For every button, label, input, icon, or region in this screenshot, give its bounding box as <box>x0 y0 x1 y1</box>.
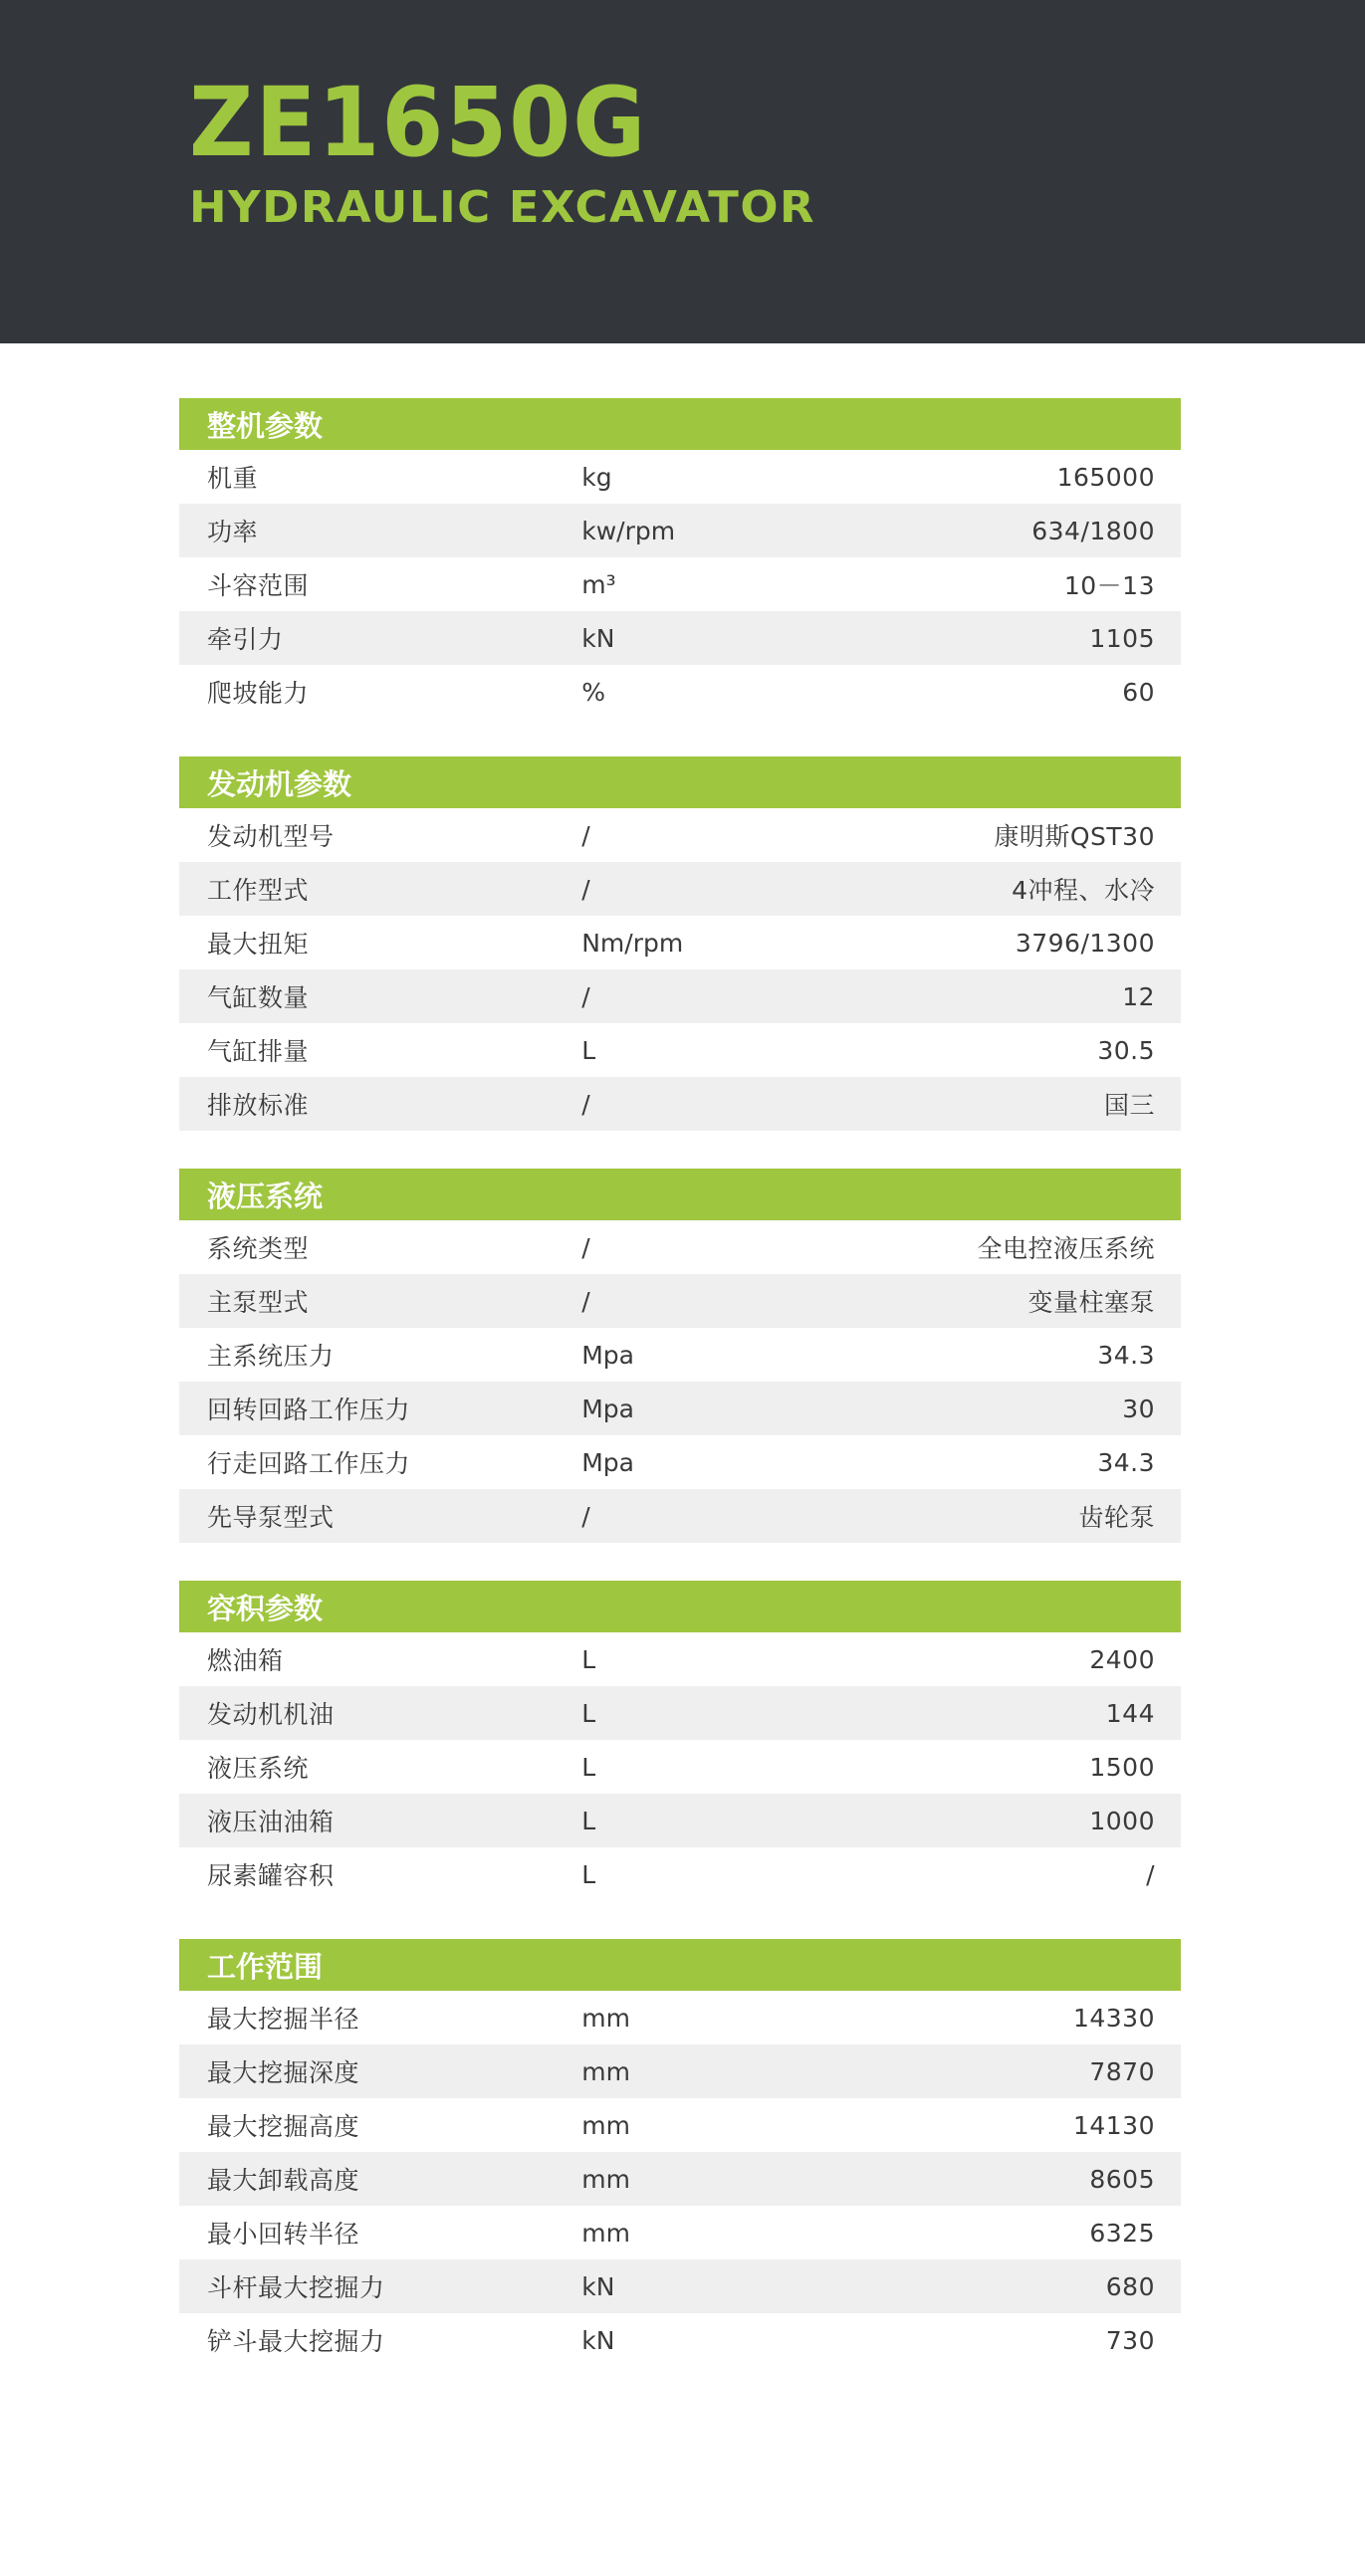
spec-name: 最大挖掘高度 <box>179 2098 577 2152</box>
table-row <box>179 1077 1181 1131</box>
spec-unit: Nm/rpm <box>577 916 882 969</box>
spec-value: 14130 <box>882 2098 1181 2152</box>
spec-name: 燃油箱 <box>179 1632 577 1686</box>
spec-value: 634/1800 <box>882 504 1181 557</box>
section-title: 工作范围 <box>179 1939 1181 1991</box>
spec-name: 主泵型式 <box>179 1274 577 1328</box>
spec-value: 6325 <box>882 2206 1181 2259</box>
spec-section <box>179 1169 1181 1543</box>
table-row <box>179 1991 1181 2044</box>
spec-section <box>179 756 1181 1131</box>
table-row <box>179 1847 1181 1901</box>
section-title: 液压系统 <box>179 1169 1181 1220</box>
spec-table <box>179 808 1181 1131</box>
table-row <box>179 557 1181 611</box>
table-row <box>179 2206 1181 2259</box>
spec-value: 12 <box>882 969 1181 1023</box>
spec-unit: m³ <box>577 557 882 611</box>
spec-name: 系统类型 <box>179 1220 577 1274</box>
spec-section <box>179 1581 1181 1901</box>
page-title: ZE1650G <box>189 67 648 178</box>
spec-value: 14330 <box>882 1991 1181 2044</box>
table-row <box>179 2044 1181 2098</box>
table-row <box>179 2313 1181 2367</box>
spec-unit: mm <box>577 2152 882 2206</box>
spec-unit: / <box>577 1489 882 1543</box>
spec-value: 60 <box>882 665 1181 719</box>
spec-unit: / <box>577 1220 882 1274</box>
spec-value: 3796/1300 <box>882 916 1181 969</box>
table-row <box>179 450 1181 504</box>
spec-unit: mm <box>577 1991 882 2044</box>
spec-unit: kN <box>577 611 882 665</box>
spec-value: 34.3 <box>882 1328 1181 1382</box>
spec-name: 最大挖掘半径 <box>179 1991 577 2044</box>
spec-table <box>179 450 1181 719</box>
table-row <box>179 862 1181 916</box>
spec-unit: Mpa <box>577 1435 882 1489</box>
spec-name: 最大卸载高度 <box>179 2152 577 2206</box>
table-row <box>179 2152 1181 2206</box>
spec-value: 7870 <box>882 2044 1181 2098</box>
spec-table <box>179 1220 1181 1543</box>
spec-unit: kN <box>577 2259 882 2313</box>
spec-name: 先导泵型式 <box>179 1489 577 1543</box>
spec-name: 最小回转半径 <box>179 2206 577 2259</box>
spec-table <box>179 1632 1181 1901</box>
spec-value: 8605 <box>882 2152 1181 2206</box>
spec-name: 气缸排量 <box>179 1023 577 1077</box>
table-row <box>179 1740 1181 1794</box>
spec-name: 功率 <box>179 504 577 557</box>
table-row <box>179 1328 1181 1382</box>
spec-unit: mm <box>577 2206 882 2259</box>
spec-unit: L <box>577 1740 882 1794</box>
spec-name: 最大扭矩 <box>179 916 577 969</box>
section-title: 发动机参数 <box>179 756 1181 808</box>
spec-value: 康明斯QST30 <box>882 808 1181 862</box>
table-row <box>179 916 1181 969</box>
spec-unit: kw/rpm <box>577 504 882 557</box>
page-header <box>0 0 1365 343</box>
spec-value: 1105 <box>882 611 1181 665</box>
table-row <box>179 808 1181 862</box>
table-row <box>179 504 1181 557</box>
spec-name: 最大挖掘深度 <box>179 2044 577 2098</box>
table-row <box>179 1686 1181 1740</box>
section-title: 容积参数 <box>179 1581 1181 1632</box>
spec-name: 液压油油箱 <box>179 1794 577 1847</box>
table-row <box>179 1220 1181 1274</box>
spec-unit: / <box>577 808 882 862</box>
spec-value: 国三 <box>882 1077 1181 1131</box>
spec-name: 斗杆最大挖掘力 <box>179 2259 577 2313</box>
table-row <box>179 2259 1181 2313</box>
table-row <box>179 611 1181 665</box>
table-row <box>179 1794 1181 1847</box>
spec-name: 发动机机油 <box>179 1686 577 1740</box>
spec-sections <box>0 343 1365 2427</box>
table-row <box>179 1632 1181 1686</box>
spec-name: 液压系统 <box>179 1740 577 1794</box>
spec-name: 工作型式 <box>179 862 577 916</box>
table-row <box>179 1274 1181 1328</box>
spec-unit: L <box>577 1847 882 1901</box>
spec-unit: / <box>577 1274 882 1328</box>
spec-value: 1000 <box>882 1794 1181 1847</box>
table-row <box>179 1023 1181 1077</box>
spec-unit: mm <box>577 2098 882 2152</box>
spec-unit: mm <box>577 2044 882 2098</box>
spec-name: 机重 <box>179 450 577 504</box>
table-row <box>179 1435 1181 1489</box>
spec-section <box>179 398 1181 719</box>
spec-value: 1500 <box>882 1740 1181 1794</box>
spec-value: 144 <box>882 1686 1181 1740</box>
spec-unit: L <box>577 1794 882 1847</box>
spec-unit: kg <box>577 450 882 504</box>
page-subtitle: HYDRAULIC EXCAVATOR <box>189 182 816 234</box>
spec-name: 行走回路工作压力 <box>179 1435 577 1489</box>
spec-unit: / <box>577 969 882 1023</box>
spec-name: 排放标准 <box>179 1077 577 1131</box>
spec-unit: L <box>577 1632 882 1686</box>
spec-name: 爬坡能力 <box>179 665 577 719</box>
table-row <box>179 1382 1181 1435</box>
spec-name: 斗容范围 <box>179 557 577 611</box>
table-row <box>179 1489 1181 1543</box>
spec-value: 全电控液压系统 <box>882 1220 1181 1274</box>
spec-name: 铲斗最大挖掘力 <box>179 2313 577 2367</box>
spec-name: 气缸数量 <box>179 969 577 1023</box>
spec-value: 2400 <box>882 1632 1181 1686</box>
spec-value: 30 <box>882 1382 1181 1435</box>
spec-unit: % <box>577 665 882 719</box>
spec-unit: Mpa <box>577 1328 882 1382</box>
table-row <box>179 969 1181 1023</box>
spec-value: 4冲程、水冷 <box>882 862 1181 916</box>
spec-name: 发动机型号 <box>179 808 577 862</box>
spec-value: 10－13 <box>882 557 1181 611</box>
spec-value: 165000 <box>882 450 1181 504</box>
section-title: 整机参数 <box>179 398 1181 450</box>
spec-table <box>179 1991 1181 2367</box>
spec-value: 齿轮泵 <box>882 1489 1181 1543</box>
spec-name: 回转回路工作压力 <box>179 1382 577 1435</box>
spec-value: 730 <box>882 2313 1181 2367</box>
spec-name: 牵引力 <box>179 611 577 665</box>
spec-unit: Mpa <box>577 1382 882 1435</box>
spec-name: 主系统压力 <box>179 1328 577 1382</box>
spec-section <box>179 1939 1181 2367</box>
spec-unit: L <box>577 1023 882 1077</box>
table-row <box>179 2098 1181 2152</box>
spec-unit: kN <box>577 2313 882 2367</box>
spec-unit: / <box>577 1077 882 1131</box>
spec-value: / <box>882 1847 1181 1901</box>
spec-value: 34.3 <box>882 1435 1181 1489</box>
spec-value: 变量柱塞泵 <box>882 1274 1181 1328</box>
spec-unit: / <box>577 862 882 916</box>
spec-value: 30.5 <box>882 1023 1181 1077</box>
spec-name: 尿素罐容积 <box>179 1847 577 1901</box>
spec-unit: L <box>577 1686 882 1740</box>
table-row <box>179 665 1181 719</box>
spec-value: 680 <box>882 2259 1181 2313</box>
